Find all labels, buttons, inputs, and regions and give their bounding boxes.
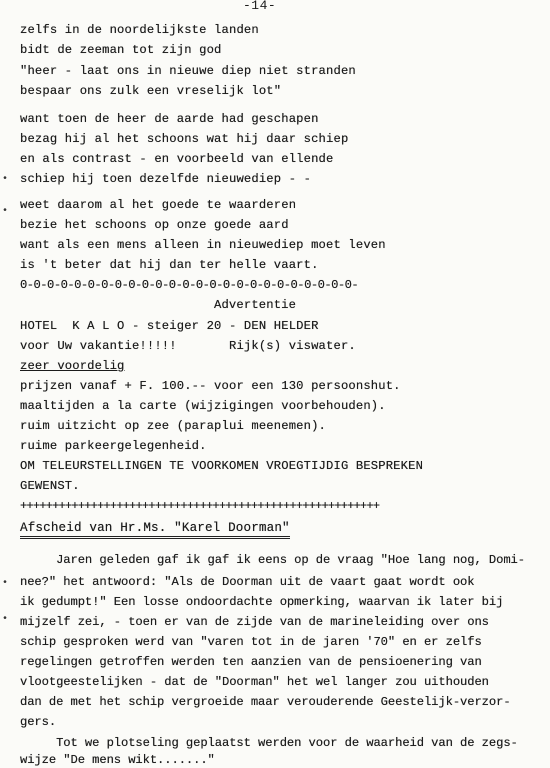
poem-line: bidt de zeeman tot zijn god [20,43,222,57]
article-line: schip gesproken werd van "varen tot in de jaren '70" en er zelfs [20,635,482,649]
article-line: wijze "De mens wikt......." [20,753,215,767]
article-line: dan de met het schip vergroeide maar verouderende Geestelijk-verzor- [20,695,511,709]
poem-line: bezag hij al het schoons wat hij daar schiep [20,132,349,146]
ad-line: ruime parkeergelegenheid. [20,439,207,453]
ad-line-highlight: zeer voordelig [20,359,125,373]
article-line: Jaren geleden gaf ik gaf ik eens op de vraag "Hoe lang nog, Domi- [20,553,525,567]
punch-hole-mark: • [2,578,9,589]
poem-line: is 't beter dat hij dan ter helle vaart. [20,258,319,272]
separator-plus: ++++++++++++++++++++++++++++++++++++++++++++++++++++++++ [20,499,380,513]
poem-line: "heer - laat ons in nieuwe diep niet stranden [20,64,356,78]
ad-title: Advertentie [214,298,297,312]
punch-hole-mark: • [2,174,9,185]
ad-line: voor Uw vakantie!!!!! Rijk(s) viswater. [20,339,356,353]
punch-hole-mark: • [2,614,9,625]
ad-line: HOTEL K A L O - steiger 20 - DEN HELDER [20,319,319,333]
page-number: -14- [243,0,277,13]
article-line: Tot we plotseling geplaatst werden voor de waarheid van de zegs- [20,736,518,750]
ad-line: prijzen vanaf + F. 100.-- voor een 130 persoonshut. [20,379,401,393]
poem-line: want toen de heer de aarde had geschapen [20,112,319,126]
article-line: nee?" het antwoord: "Als de Doorman uit de vaart gaat wordt ook [20,575,475,589]
poem-line: weet daarom al het goede te waarderen [20,198,297,212]
article-title: Afscheid van Hr.Ms. "Karel Doorman" [20,520,290,539]
poem-line: bezie het schoons op onze goede aard [20,218,289,232]
poem-line: want als een mens alleen in nieuwediep moet leven [20,238,386,252]
poem-line: schiep hij toen dezelfde nieuwediep - - [20,172,312,186]
article-line: gers. [20,715,57,729]
ad-line: maaltijden a la carte (wijzigingen voorbehouden). [20,399,386,413]
article-line: mijzelf zei, - toen er van de zijde van de marineleiding over ons [20,615,489,629]
poem-line: zelfs in de noordelijkste landen [20,23,259,37]
article-line: regelingen getroffen werden ten aanzien van de pensioenering van [20,655,482,669]
separator-zeros: 0-0-0-0-0-0-0-0-0-0-0-0-0-0-0-0-0-0-0-0-0-0-0-0-0- [20,278,359,292]
article-line: ik gedumpt!" Een losse ondoordachte opmerking, waarvan ik later bij [20,595,504,609]
poem-line: en als contrast - en voorbeeld van ellende [20,152,334,166]
ad-line: OM TELEURSTELLINGEN TE VOORKOMEN VROEGTIJDIG BESPREKEN [20,459,424,473]
ad-line: ruim uitzicht op zee (paraplui meenemen). [20,419,327,433]
ad-line: GEWENST. [20,479,80,493]
article-line: vlootgeestelijken - dat de "Doorman" het wel langer zou uithouden [20,675,489,689]
poem-line: bespaar ons zulk een vreselijk lot" [20,84,282,98]
punch-hole-mark: • [2,206,9,217]
